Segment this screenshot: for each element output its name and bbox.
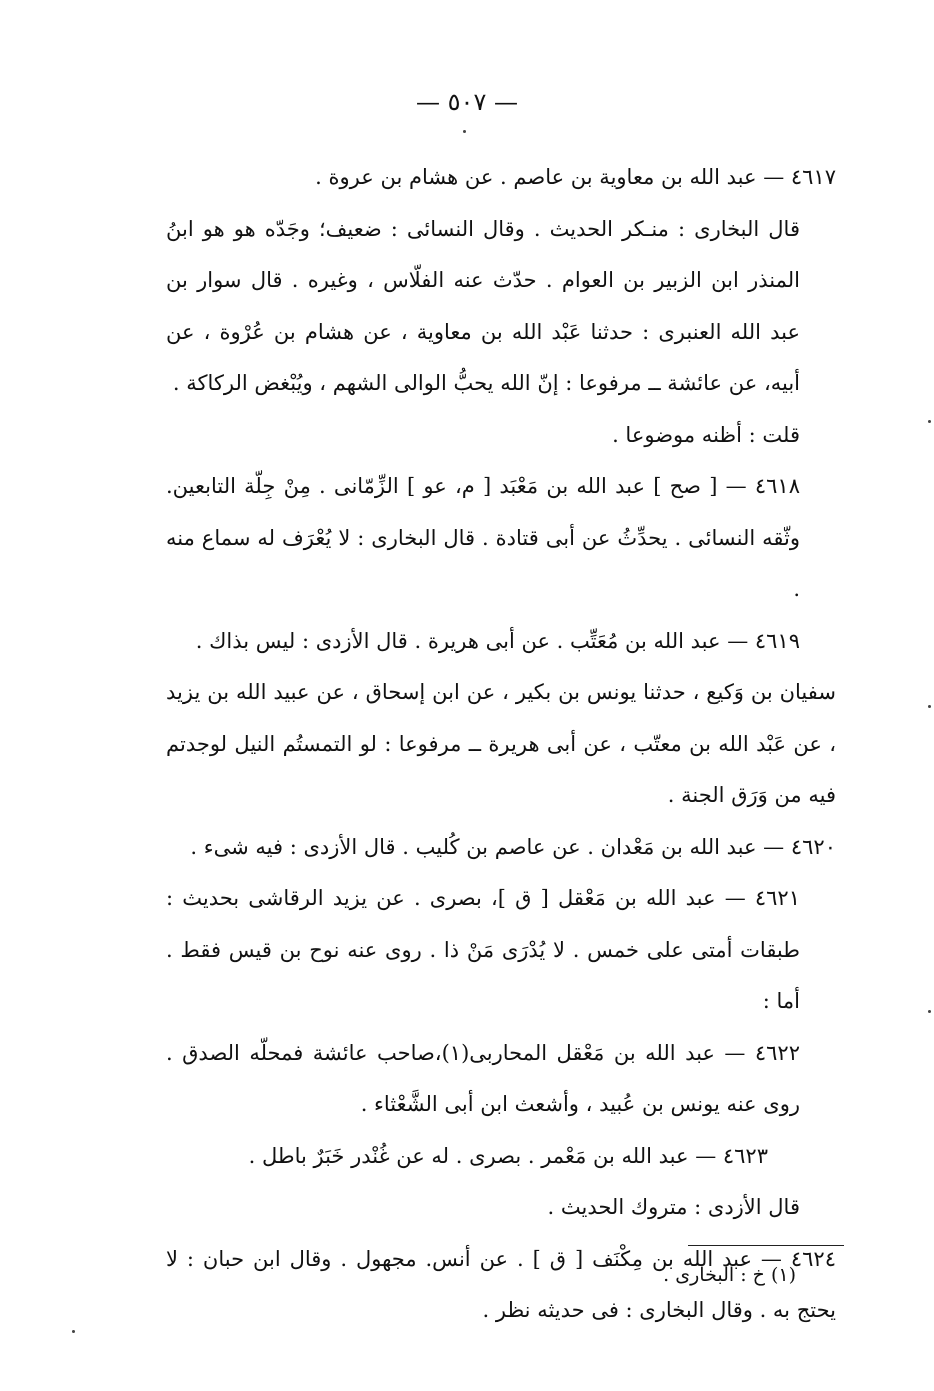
entry-4621: ٤٦٢١ — عبد الله بن مَعْقل [ ق ]، بصرى . عن يزيد الرقاشى بحديث : طبقات أمتى على خمس . لا يُدْرَى مَنْ ذا . روى عنه نوح بن قيس فقط . أما : <box>166 886 800 1013</box>
scan-speck <box>928 420 931 423</box>
entry-4617-note: قلت : أظنه موضوعا . <box>612 422 800 447</box>
scan-speck <box>928 705 931 708</box>
entry-4619-commentary: سفيان بن وَكيع ، حدثنا يونس بن بكير ، عن ابن إسحاق ، عن عبيد الله بن يزيد ، عن عَبْد الله بن معتّب ، عن أبى هريرة ــ مرفوعا : لو التمستُم النيل لوجدتم فيه من وَرَق الجنة . <box>166 680 836 807</box>
body-text <box>166 152 836 1337</box>
entry-4624: ٤٦٢٤ — عبد الله بن مِكْنَف [ ق ] . عن أنس. مجهول . وقال ابن حبان : لا يحتج به . وقال البخارى : فى حديثه نظر . <box>166 1246 836 1322</box>
entry-4619: ٤٦١٩ — عبد الله بن مُعَتِّب . عن أبى هريرة . قال الأزدى : ليس بذاك . <box>195 628 800 653</box>
entry-4623-commentary: قال الأزدى : متروك الحديث . <box>547 1195 800 1219</box>
page-number: — ٥٠٧ — <box>416 88 518 116</box>
footnote-divider <box>688 1245 844 1246</box>
entry-4620: ٤٦٢٠ — عبد الله بن مَعْدان . عن عاصم بن كُليب . قال الأزدى : فيه شىء . <box>190 834 836 859</box>
entry-4622: ٤٦٢٢ — عبد الله بن مَعْقل المحاربى(١)،صاحب عائشة فمحلّه الصدق . روى عنه يونس بن عُبيد ، وأشعث ابن أبى الشَّعْثاء . <box>166 1040 800 1116</box>
entry-4623: ٤٦٢٣ — عبد الله بن مَعْمر . بصرى . له عن غُنْدر خَبَرٌ باطل . <box>248 1143 768 1168</box>
entry-4618: ٤٦١٨ — [ صح ] عبد الله بن مَعْبَد [ م، عو ] الزِّمّانى . مِنْ جِلّة التابعين. وثّقه النسائى . يحدِّثُ عن أبى قتادة . قال البخارى : لا يُعْرَف له سماع منه . <box>166 474 800 601</box>
scan-speck <box>928 1010 931 1013</box>
entry-4617: ٤٦١٧ — عبد الله بن معاوية بن عاصم . عن هشام بن عروة . <box>315 165 836 189</box>
entry-4617-commentary: قال البخارى : منـكر الحديث . وقال النسائى : ضعيف؛ وجَدّه هو هو ابنُ المنذر ابن الزبير بن العوام . حدّث عنه الفلّاس ، وغيره . قال سوار بن عبد الله العنبرى : حدثنا عَبْد الله بن معاوية ، عن هشام بن عُرْوة ، عن أبيه، عن عائشة ــ مرفوعا : إنّ الله يحبُّ الوالى الشهم ، ويُبْغض الركاكة . <box>166 216 800 395</box>
scan-speck <box>72 1330 75 1333</box>
footnote: (١) خ : البخارى . <box>663 1264 796 1286</box>
scan-speck <box>463 130 466 133</box>
